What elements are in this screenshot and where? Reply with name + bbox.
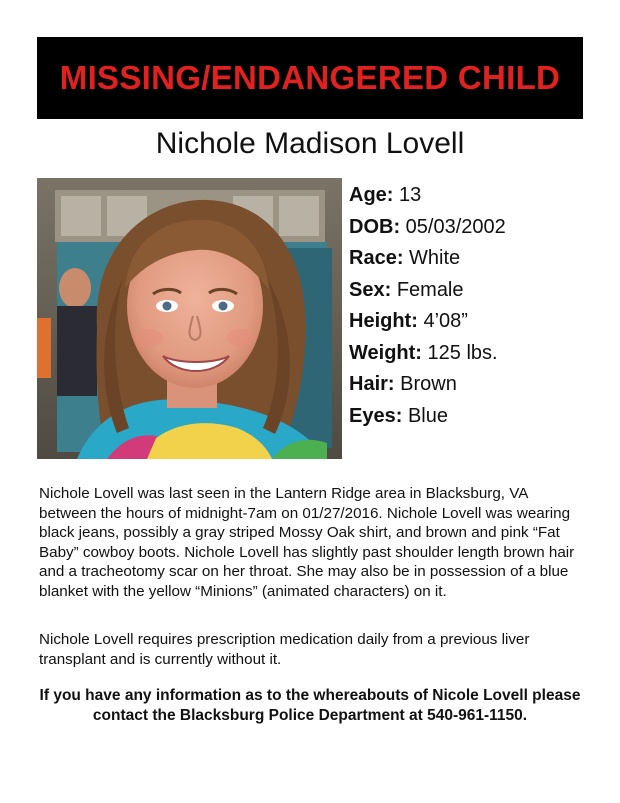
contact-notice — [30, 686, 590, 726]
detail-race — [349, 243, 589, 275]
description-paragraph: Nichole Lovell was last seen in the Lantern Ridge area in Blacksburg, VA between the hours of midnight-7am on 01/27/2016. Nichole Lovell was wearing black jeans, possibly a gray striped Mossy Oak shirt, and brown and pink “Fat Baby” cowboy boots. Nichole Lovell has slightly past shoulder length brown hair and a tracheotomy scar on her throat. She may also be in possession of a blue blanket with the yellow “Minions” (animated characters) on it. — [39, 485, 575, 600]
contact-line: contact the Blacksburg Police Department at 540-961-1150. — [92, 707, 528, 724]
detail-value: 13 — [399, 184, 422, 206]
detail-value: Blue — [407, 404, 448, 427]
detail-weight — [349, 338, 589, 370]
medical-paragraph: Nichole Lovell requires prescription medication daily from a previous liver transplant and is currently without it. — [39, 631, 530, 668]
title-banner — [37, 37, 583, 119]
detail-value: 4’08” — [423, 310, 468, 332]
detail-label: Race: — [349, 247, 404, 269]
detail-label: Sex: — [349, 278, 392, 301]
detail-sex — [349, 275, 589, 307]
detail-label: DOB: — [349, 215, 401, 238]
detail-dob — [349, 212, 589, 244]
detail-label: Height: — [349, 310, 418, 332]
contact-line: If you have any information as to the whereabouts of Nicole Lovell please — [39, 687, 581, 704]
detail-value: 125 lbs. — [427, 341, 498, 364]
detail-label: Age: — [349, 184, 394, 206]
detail-label: Hair: — [349, 373, 395, 395]
detail-value: Brown — [400, 373, 457, 395]
detail-height — [349, 306, 589, 338]
detail-label: Eyes: — [349, 404, 403, 427]
person-name: Nichole Madison Lovell — [155, 127, 465, 160]
detail-hair — [349, 369, 589, 401]
banner-title: MISSING/ENDANGERED CHILD — [59, 59, 561, 96]
detail-value: White — [409, 247, 461, 269]
person-photo — [37, 178, 342, 459]
details-list — [349, 180, 589, 432]
detail-value: Female — [396, 278, 464, 301]
detail-age — [349, 180, 589, 212]
detail-value: 05/03/2002 — [405, 215, 506, 238]
detail-label: Weight: — [349, 341, 422, 364]
detail-eyes — [349, 401, 589, 433]
